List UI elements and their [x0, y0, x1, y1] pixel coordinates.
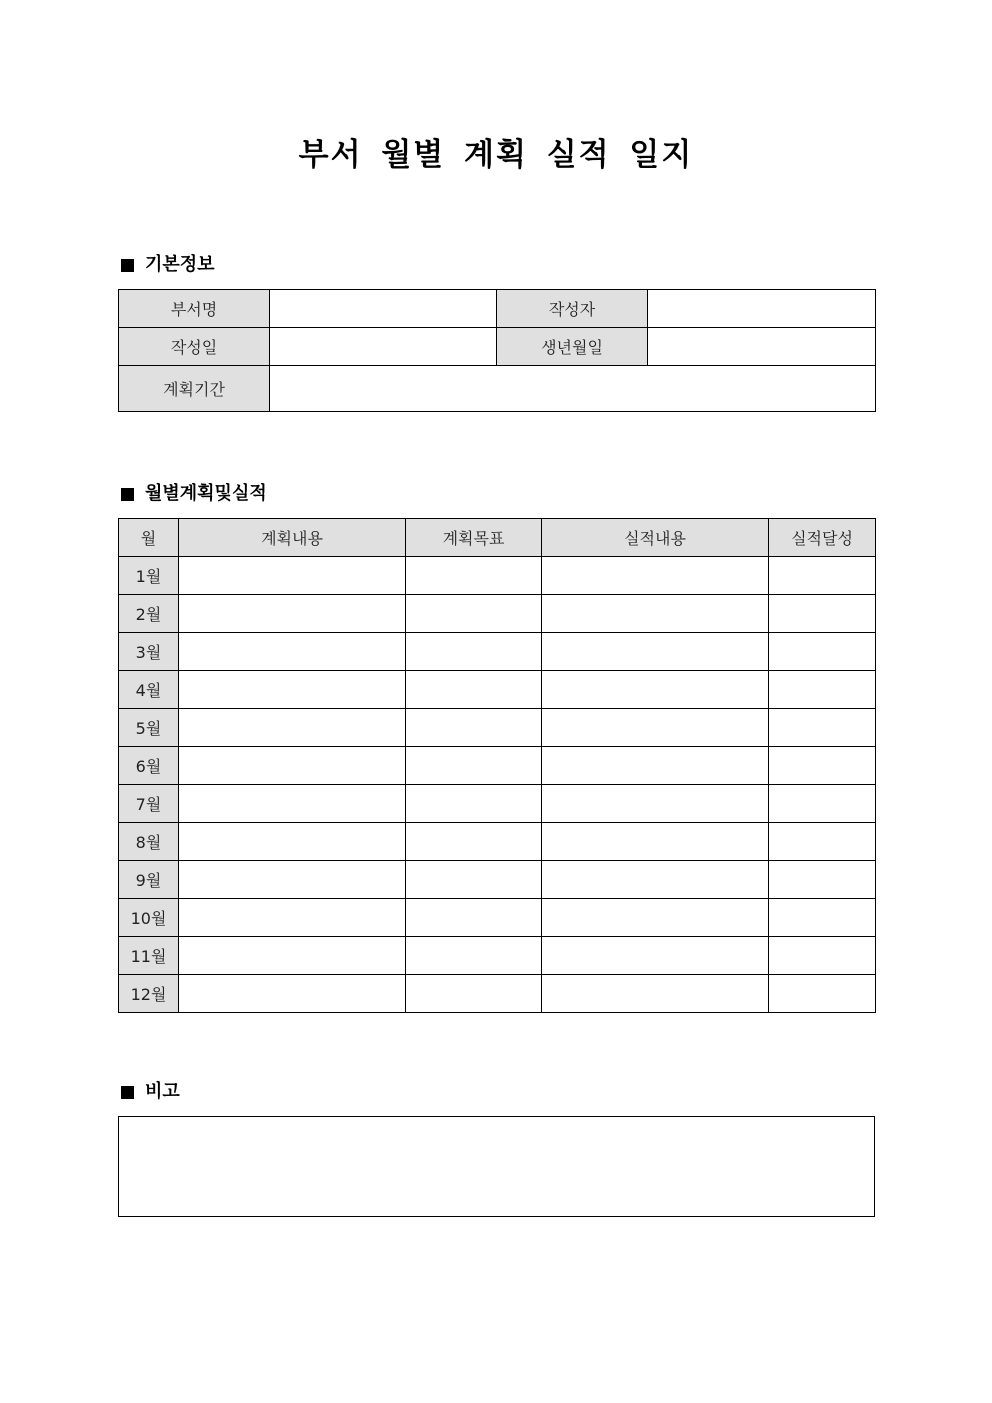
birth-label: 생년월일: [497, 328, 648, 366]
document-title: 부서 월별 계획 실적 일지: [298, 137, 694, 173]
period-field[interactable]: [270, 366, 876, 412]
column-header-result: 실적내용: [542, 519, 769, 557]
result-cell[interactable]: [542, 709, 769, 747]
month-label: 2월: [119, 595, 179, 633]
month-label: 3월: [119, 633, 179, 671]
section-title: 비고: [145, 1081, 180, 1102]
achieve-cell[interactable]: [769, 671, 876, 709]
period-label: 계획기간: [119, 366, 270, 412]
achieve-cell[interactable]: [769, 633, 876, 671]
column-header-plan: 계획내용: [179, 519, 406, 557]
achieve-cell[interactable]: [769, 709, 876, 747]
basic-info-table: [118, 289, 876, 412]
monthly-plan-table: [118, 518, 876, 1013]
goal-cell[interactable]: [406, 595, 542, 633]
section-title: 월별계획및실적: [145, 483, 267, 504]
table-row: [119, 747, 876, 785]
square-bullet-icon: [121, 1086, 134, 1099]
result-cell[interactable]: [542, 557, 769, 595]
achieve-cell[interactable]: [769, 557, 876, 595]
achieve-cell[interactable]: [769, 861, 876, 899]
plan-cell[interactable]: [179, 937, 406, 975]
month-label: 4월: [119, 671, 179, 709]
plan-cell[interactable]: [179, 747, 406, 785]
table-row: [119, 709, 876, 747]
result-cell[interactable]: [542, 785, 769, 823]
achieve-cell[interactable]: [769, 823, 876, 861]
section-heading-remarks: [119, 1080, 180, 1104]
table-row: [119, 861, 876, 899]
goal-cell[interactable]: [406, 785, 542, 823]
result-cell[interactable]: [542, 899, 769, 937]
result-cell[interactable]: [542, 633, 769, 671]
plan-cell[interactable]: [179, 861, 406, 899]
result-cell[interactable]: [542, 861, 769, 899]
result-cell[interactable]: [542, 823, 769, 861]
square-bullet-icon: [121, 259, 134, 272]
goal-cell[interactable]: [406, 899, 542, 937]
plan-cell[interactable]: [179, 595, 406, 633]
month-label: 10월: [119, 899, 179, 937]
remarks-box[interactable]: [118, 1116, 875, 1217]
column-header-month: 월: [119, 519, 179, 557]
plan-cell[interactable]: [179, 975, 406, 1013]
plan-cell[interactable]: [179, 557, 406, 595]
result-cell[interactable]: [542, 595, 769, 633]
goal-cell[interactable]: [406, 975, 542, 1013]
dept-field[interactable]: [270, 290, 497, 328]
result-cell[interactable]: [542, 975, 769, 1013]
goal-cell[interactable]: [406, 633, 542, 671]
table-row: [119, 633, 876, 671]
result-cell[interactable]: [542, 747, 769, 785]
plan-cell[interactable]: [179, 899, 406, 937]
achieve-cell[interactable]: [769, 975, 876, 1013]
goal-cell[interactable]: [406, 671, 542, 709]
table-row: [119, 975, 876, 1013]
month-label: 8월: [119, 823, 179, 861]
goal-cell[interactable]: [406, 747, 542, 785]
table-row: [119, 785, 876, 823]
section-heading-basic-info: [119, 253, 215, 277]
section-title: 기본정보: [145, 254, 215, 275]
table-row: [119, 899, 876, 937]
table-row: [119, 671, 876, 709]
column-header-goal: 계획목표: [406, 519, 542, 557]
table-header-row: [119, 519, 876, 557]
achieve-cell[interactable]: [769, 747, 876, 785]
table-row: [119, 823, 876, 861]
table-row: [119, 557, 876, 595]
plan-cell[interactable]: [179, 785, 406, 823]
plan-cell[interactable]: [179, 709, 406, 747]
table-body: [119, 557, 876, 1013]
column-header-achieve: 실적달성: [769, 519, 876, 557]
plan-cell[interactable]: [179, 671, 406, 709]
plan-cell[interactable]: [179, 823, 406, 861]
month-label: 1월: [119, 557, 179, 595]
plan-cell[interactable]: [179, 633, 406, 671]
achieve-cell[interactable]: [769, 937, 876, 975]
month-label: 12월: [119, 975, 179, 1013]
date-label: 작성일: [119, 328, 270, 366]
achieve-cell[interactable]: [769, 899, 876, 937]
author-label: 작성자: [497, 290, 648, 328]
dept-label: 부서명: [119, 290, 270, 328]
month-label: 9월: [119, 861, 179, 899]
month-label: 5월: [119, 709, 179, 747]
month-label: 6월: [119, 747, 179, 785]
goal-cell[interactable]: [406, 937, 542, 975]
result-cell[interactable]: [542, 937, 769, 975]
goal-cell[interactable]: [406, 557, 542, 595]
month-label: 7월: [119, 785, 179, 823]
result-cell[interactable]: [542, 671, 769, 709]
achieve-cell[interactable]: [769, 595, 876, 633]
section-heading-monthly: [119, 482, 267, 506]
square-bullet-icon: [121, 488, 134, 501]
achieve-cell[interactable]: [769, 785, 876, 823]
birth-field[interactable]: [648, 328, 876, 366]
month-label: 11월: [119, 937, 179, 975]
table-row: [119, 595, 876, 633]
author-field[interactable]: [648, 290, 876, 328]
date-field[interactable]: [270, 328, 497, 366]
goal-cell[interactable]: [406, 823, 542, 861]
goal-cell[interactable]: [406, 861, 542, 899]
table-row: [119, 937, 876, 975]
goal-cell[interactable]: [406, 709, 542, 747]
